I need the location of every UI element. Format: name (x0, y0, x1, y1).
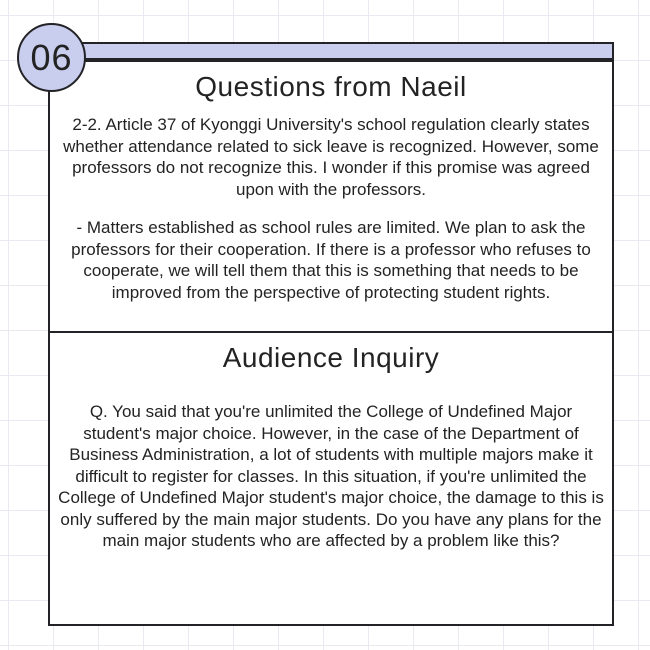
header-ribbon (80, 42, 614, 60)
question-paragraph: 2-2. Article 37 of Kyonggi University's school regulation clearly states whether attendance related to sick leave is recognized. However, some professors do not recognize this. I wonder if this promise was agreed upon with the professors. (63, 115, 599, 199)
answer-paragraph: - Matters established as school rules are limited. We plan to ask the professors for their cooperation. If there is a professor who refuses to cooperate, we will tell them that this is something that needs to be improved from the perspective of protecting student rights. (71, 218, 591, 302)
section-title: Audience Inquiry (222, 342, 440, 373)
section-title: Questions from Naeil (195, 71, 467, 102)
inquiry-paragraph: Q. You said that you're unlimited the College of Undefined Major student's major choice. However, in the case of the Department of Business Administration, a lot of students with multiple majors make it difficult to register for classes. In this situation, if you're unlimited the College of Undefined Major student's major choice, the damage to this is only suffered by the main major students. Do you have any plans for the main major students who are affected by a problem like this? (58, 402, 604, 550)
content-cards (48, 60, 614, 626)
section-audience-inquiry (48, 331, 614, 626)
slide-number-badge: 06 (17, 23, 86, 92)
section-questions-from-naeil (48, 60, 614, 333)
